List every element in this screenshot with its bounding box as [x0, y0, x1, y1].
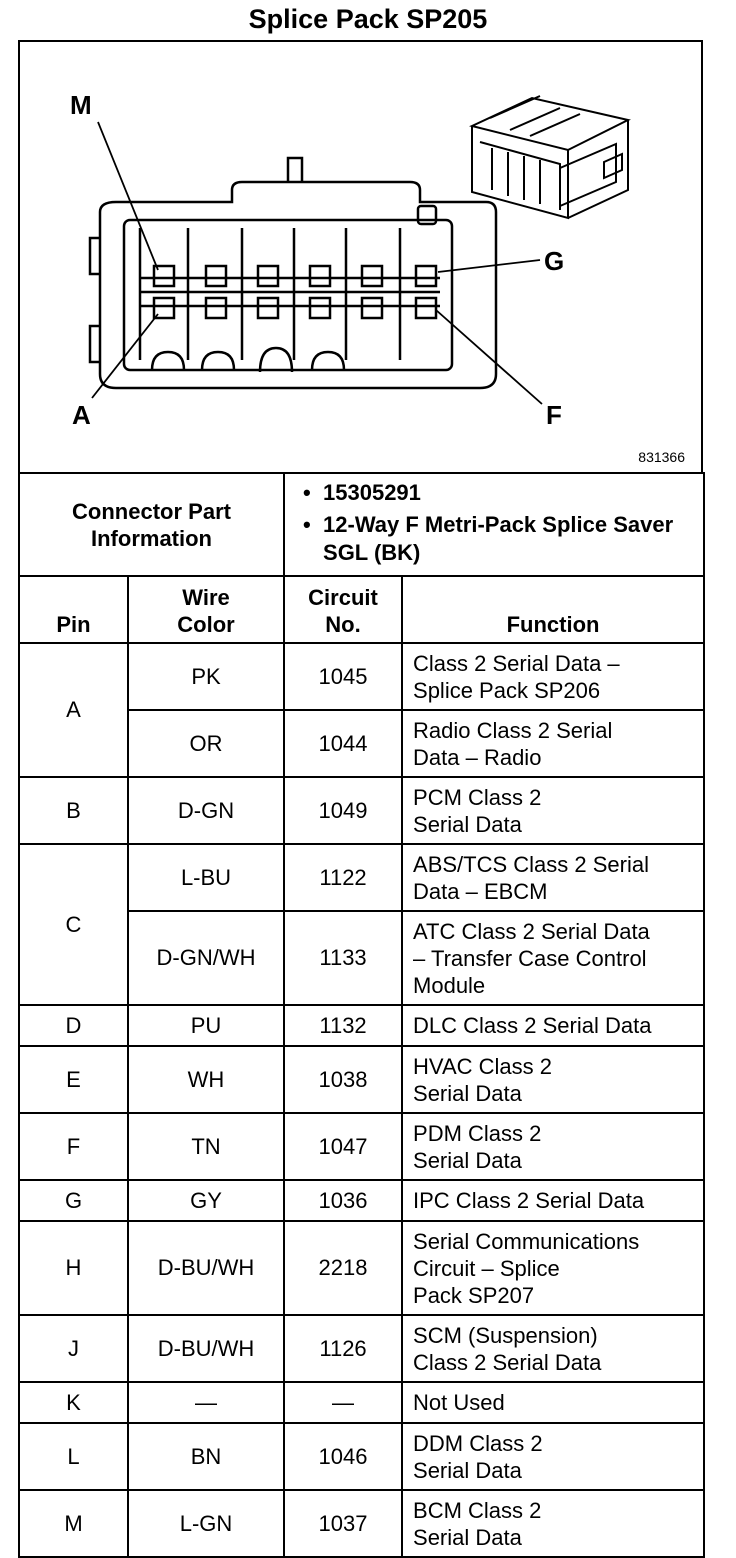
function-line: Serial Data: [413, 1457, 522, 1483]
col-header-wire-line1: Wire: [182, 585, 230, 610]
diagram-number: 831366: [638, 449, 685, 465]
function-cell: [402, 1180, 704, 1221]
connector-table: [18, 472, 705, 1558]
pin-cell: G: [19, 1180, 128, 1221]
function-line: Serial Data: [413, 811, 522, 837]
function-line: Module: [413, 972, 486, 998]
circuit-cell: 2218: [284, 1221, 402, 1315]
pin-label-m: M: [70, 90, 92, 120]
wire-color-cell: L-GN: [128, 1490, 284, 1557]
function-line: SCM (Suspension): [413, 1322, 598, 1348]
table-row: [19, 643, 704, 710]
wire-color-cell: L-BU: [128, 844, 284, 911]
circuit-cell: 1036: [284, 1180, 402, 1221]
wire-color-cell: GY: [128, 1180, 284, 1221]
circuit-cell: 1038: [284, 1046, 402, 1113]
circuit-cell: 1049: [284, 777, 402, 844]
pin-cell: K: [19, 1382, 128, 1423]
function-cell: [402, 1046, 704, 1113]
col-header-wire-line2: Color: [177, 612, 235, 637]
circuit-cell: 1037: [284, 1490, 402, 1557]
function-line: Serial Data: [413, 1147, 522, 1173]
table-row: [19, 1315, 704, 1382]
function-line: Pack SP207: [413, 1282, 535, 1308]
pin-cell: H: [19, 1221, 128, 1315]
function-line: DLC Class 2 Serial Data: [413, 1013, 652, 1038]
function-cell: [402, 1221, 704, 1315]
col-header-function: Function: [402, 576, 704, 643]
function-cell: [402, 777, 704, 844]
function-line: Class 2 Serial Data: [413, 1349, 602, 1375]
wire-color-cell: BN: [128, 1423, 284, 1490]
function-line: BCM Class 2: [413, 1497, 542, 1523]
circuit-cell: 1122: [284, 844, 402, 911]
table-row: [19, 1382, 704, 1423]
function-line: Data – EBCM: [413, 878, 548, 904]
connector-info-values: [284, 473, 704, 576]
function-line: PCM Class 2: [413, 784, 542, 810]
table-row: [19, 1046, 704, 1113]
function-line: ATC Class 2 Serial Data: [413, 918, 650, 944]
connector-part-number: • 15305291: [293, 479, 695, 507]
function-line: Radio Class 2 Serial: [413, 717, 613, 743]
wire-color-cell: D-GN: [128, 777, 284, 844]
pin-cell: F: [19, 1113, 128, 1180]
function-line: Data – Radio: [413, 744, 542, 770]
pin-label-a: A: [72, 400, 91, 430]
circuit-cell: 1044: [284, 710, 402, 777]
function-line: Circuit – Splice: [413, 1255, 560, 1281]
table-row: [19, 844, 704, 911]
table-row: [19, 1180, 704, 1221]
function-line: Serial Communications: [413, 1228, 640, 1254]
function-cell: [402, 1005, 704, 1046]
function-cell: [402, 911, 704, 1005]
col-header-circuit-line1: Circuit: [308, 585, 378, 610]
connector-face-drawing: [20, 42, 705, 474]
pin-cell: D: [19, 1005, 128, 1046]
circuit-cell: 1133: [284, 911, 402, 1005]
circuit-cell: 1047: [284, 1113, 402, 1180]
pin-cell: E: [19, 1046, 128, 1113]
function-cell: [402, 710, 704, 777]
pin-label-g: G: [544, 246, 565, 276]
pin-label-f: F: [546, 400, 562, 430]
page-title: Splice Pack SP205: [248, 4, 488, 34]
col-header-circuit: [284, 576, 402, 643]
circuit-cell: 1046: [284, 1423, 402, 1490]
function-line: HVAC Class 2: [413, 1053, 552, 1079]
function-cell: [402, 1382, 704, 1423]
circuit-cell: 1132: [284, 1005, 402, 1046]
function-line: Splice Pack SP206: [413, 677, 601, 703]
circuit-cell: 1045: [284, 643, 402, 710]
function-line: PDM Class 2: [413, 1120, 542, 1146]
wire-color-cell: D-BU/WH: [128, 1315, 284, 1382]
table-row: [19, 1490, 704, 1557]
connector-info-row: [19, 473, 704, 576]
wire-color-cell: PU: [128, 1005, 284, 1046]
wire-color-cell: OR: [128, 710, 284, 777]
pin-cell: C: [19, 844, 128, 1005]
connector-description: • 12-Way F Metri-Pack Splice Saver SGL (BK): [293, 511, 695, 567]
connector-diagram: [18, 40, 703, 472]
connector-info-label: [19, 473, 284, 576]
wire-color-cell: PK: [128, 643, 284, 710]
connector-info-label-line1: Connector Part: [72, 498, 231, 524]
function-cell: [402, 1315, 704, 1382]
function-line: – Transfer Case Control: [413, 945, 647, 971]
table-row: [19, 777, 704, 844]
table-row: [19, 1423, 704, 1490]
function-line: ABS/TCS Class 2 Serial: [413, 851, 649, 877]
function-line: IPC Class 2 Serial Data: [413, 1188, 645, 1213]
table-row: [19, 1005, 704, 1046]
function-line: Serial Data: [413, 1080, 522, 1106]
wire-color-cell: TN: [128, 1113, 284, 1180]
wire-color-cell: D-GN/WH: [128, 911, 284, 1005]
wire-color-cell: —: [128, 1382, 284, 1423]
function-cell: [402, 1113, 704, 1180]
column-header-row: [19, 576, 704, 643]
function-line: Not Used: [413, 1390, 505, 1415]
pin-cell: A: [19, 643, 128, 777]
function-cell: [402, 643, 704, 710]
circuit-cell: —: [284, 1382, 402, 1423]
table-row: [19, 1113, 704, 1180]
function-cell: [402, 844, 704, 911]
wire-color-cell: D-BU/WH: [128, 1221, 284, 1315]
circuit-cell: 1126: [284, 1315, 402, 1382]
pin-cell: L: [19, 1423, 128, 1490]
pin-cell: B: [19, 777, 128, 844]
function-cell: [402, 1423, 704, 1490]
function-line: DDM Class 2: [413, 1430, 543, 1456]
pin-cell: M: [19, 1490, 128, 1557]
col-header-circuit-line2: No.: [325, 612, 361, 637]
col-header-pin: Pin: [19, 576, 128, 643]
table-row: [19, 1221, 704, 1315]
function-cell: [402, 1490, 704, 1557]
wire-color-cell: WH: [128, 1046, 284, 1113]
connector-info-label-line2: Information: [91, 525, 212, 551]
function-line: Class 2 Serial Data –: [413, 650, 620, 676]
pin-rows: [19, 643, 704, 1557]
pin-cell: J: [19, 1315, 128, 1382]
col-header-wire-color: [128, 576, 284, 643]
function-line: Serial Data: [413, 1524, 522, 1550]
